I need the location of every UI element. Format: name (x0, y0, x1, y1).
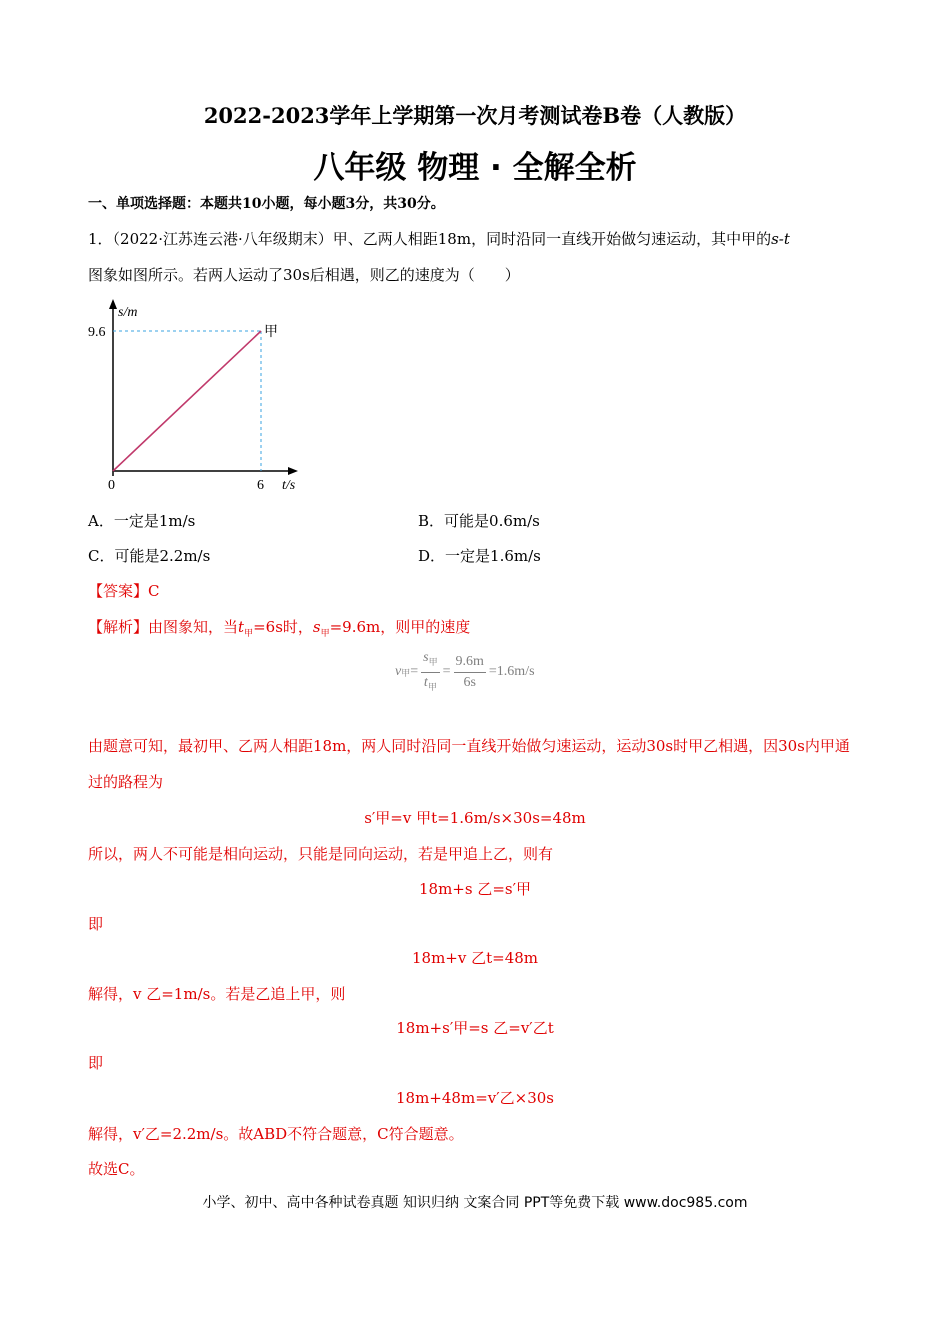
equation-5: 18m+48m=v′乙×30s (396, 1089, 554, 1107)
analysis-ji-2: 即 (88, 1054, 104, 1072)
x-axis-label: t/s (282, 478, 296, 493)
analysis-text: =9.6m，则甲的速度 (329, 618, 471, 636)
y-axis-arrow (109, 299, 117, 309)
y-tick-label: 9.6 (88, 325, 106, 340)
analysis-solve-2: 解得，v′乙=2.2m/s。故ABD不符合题意，C符合题意。 (88, 1125, 464, 1143)
equation-1: s′甲=v 甲t=1.6m/s×30s=48m (364, 809, 586, 827)
option-d[interactable]: D．一定是1.6m/s (418, 547, 541, 565)
analysis-paragraph: 由题意可知，最初甲、乙两人相距18m，两人同时沿同一直线开始做匀速运动，运动30s时甲乙相遇，因30s内甲通过的路程为 (88, 737, 850, 791)
series-line-jia (113, 331, 261, 471)
option-b[interactable]: B．可能是0.6m/s (418, 512, 540, 530)
footer-text: 小学、初中、高中各种试卷真题 知识归纳 文案合同 PPT等免费下载 www.doc985.com (202, 1195, 748, 1211)
analysis-solve-1: 解得，v 乙=1m/s。若是乙追上甲，则 (88, 985, 346, 1003)
question-var: s-t (771, 230, 790, 248)
var-s: s (312, 618, 321, 636)
option-c[interactable]: C．可能是2.2m/s (88, 547, 211, 565)
analysis-text: 由图象知，当 (148, 618, 239, 636)
analysis-text: =6s时， (253, 618, 313, 636)
origin-label: 0 (108, 478, 115, 493)
fraction-numerator-value: 9.6m (454, 652, 486, 673)
fraction-symbolic (421, 648, 439, 697)
equation-2: 18m+s 乙=s′甲 (418, 880, 532, 898)
equation-4: 18m+s′甲=s 乙=v′乙t (396, 1019, 554, 1037)
velocity-formula (395, 650, 535, 694)
num-var: s (423, 649, 429, 665)
exam-title: 2022-2023学年上学期第一次月考测试卷B卷（人教版） (203, 103, 747, 128)
x-tick-label: 6 (257, 478, 264, 493)
den-sub: 甲 (427, 681, 437, 692)
formula-equals: = (442, 664, 451, 679)
analysis-line (88, 616, 470, 639)
x-axis-arrow (288, 467, 298, 475)
formula-equals: = (410, 664, 419, 679)
num-sub: 甲 (428, 656, 438, 667)
section-heading: 一、单项选择题：本题共10小题，每小题3分，共30分。 (88, 196, 445, 212)
formula-lhs: v (395, 664, 402, 679)
question-line-1 (88, 228, 868, 249)
formula-lhs-sub: 甲 (401, 667, 411, 678)
question-text: 1．（2022·江苏连云港·八年级期末）甲、乙两人相距18m，同时沿同一直线开始做匀速运动，其中甲的 (88, 230, 772, 248)
formula-result: =1.6m/s (488, 664, 535, 679)
option-a[interactable]: A．一定是1m/s (88, 512, 196, 530)
analysis-line-so: 所以，两人不可能是相向运动，只能是同向运动，若是甲追上乙，则有 (88, 845, 554, 863)
exam-subtitle: 八年级 物理 · 全解全析 (313, 150, 637, 186)
sub-jia: 甲 (244, 629, 254, 639)
fraction-numerator (421, 648, 439, 673)
question-line-2: 图象如图所示。若两人运动了30s后相遇，则乙的速度为（ ） (88, 266, 520, 284)
analysis-ji-1: 即 (88, 915, 104, 933)
fraction-numeric (454, 652, 486, 693)
series-label-jia: 甲 (264, 324, 278, 340)
fraction-denominator-value: 6s (463, 674, 476, 690)
den-var: t (423, 674, 428, 690)
st-graph (80, 296, 320, 496)
fraction-denominator (422, 673, 439, 697)
analysis-final: 故选C。 (88, 1160, 145, 1178)
y-axis-label: s/m (118, 305, 138, 320)
equation-3: 18m+v 乙t=48m (411, 949, 539, 967)
analysis-head: 【解析】 (88, 618, 149, 636)
sub-jia: 甲 (320, 629, 330, 639)
answer-line: 【答案】C (88, 582, 160, 600)
var-t: t (238, 618, 245, 636)
